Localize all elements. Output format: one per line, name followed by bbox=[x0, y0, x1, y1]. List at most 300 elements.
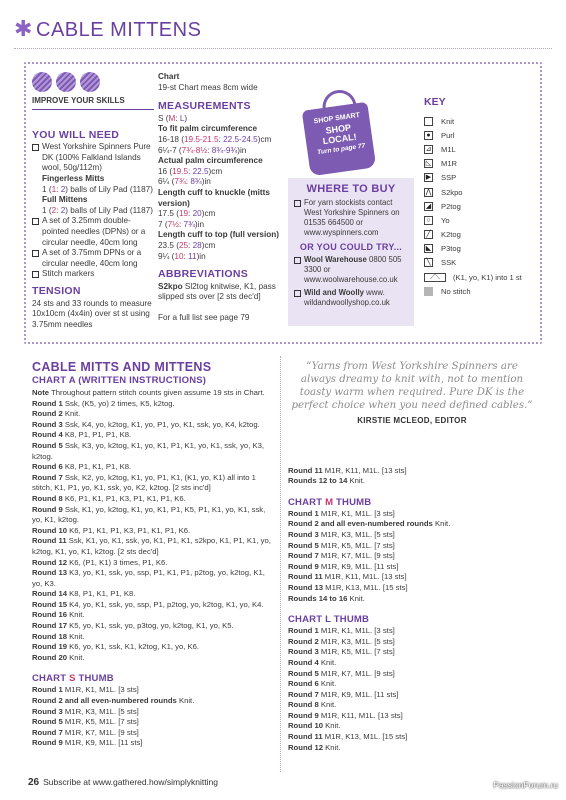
abbreviation-definition: Sl2tog knitwise, K1, pass slipped sts over [2 sts dec'd] bbox=[158, 281, 276, 302]
key-item bbox=[424, 270, 534, 284]
round-instruction bbox=[32, 526, 276, 537]
round-label: Round 2 bbox=[288, 636, 319, 646]
round-label: Round 10 bbox=[288, 721, 324, 731]
round-label: Round 5 bbox=[32, 440, 63, 450]
material-text bbox=[42, 269, 94, 280]
round-label: Round 2 bbox=[32, 409, 63, 419]
yarn-ball-icon bbox=[80, 72, 100, 92]
text-run: : bbox=[207, 145, 212, 155]
text-run: )cm bbox=[257, 134, 272, 144]
or-heading: OR YOU COULD TRY... bbox=[299, 242, 403, 252]
note-label: Note bbox=[32, 388, 50, 397]
round-instruction bbox=[32, 738, 276, 749]
key-label: K2tog bbox=[441, 230, 461, 240]
no-stitch-symbol-icon bbox=[424, 287, 433, 296]
round-text: M1R, K11, M1L. [13 sts] bbox=[318, 710, 403, 720]
yarn-ball-icon bbox=[56, 72, 76, 92]
text-run: 19 bbox=[178, 209, 189, 219]
round-label: Round 17 bbox=[32, 621, 68, 631]
material-item bbox=[32, 216, 154, 248]
text-run: : bbox=[188, 166, 193, 176]
text-run: 6¼-7 ( bbox=[158, 145, 182, 155]
subscribe-text: Subscribe at www.gathered.how/simplyknitting bbox=[43, 777, 218, 787]
knit-symbol-icon bbox=[424, 117, 433, 126]
key-item bbox=[424, 157, 534, 171]
round-label: Round 16 bbox=[32, 610, 68, 620]
round-instruction bbox=[288, 572, 536, 583]
material-item bbox=[32, 269, 154, 280]
shop-item bbox=[294, 255, 408, 285]
page-title: CABLE MITTENS bbox=[36, 19, 202, 41]
shop-list bbox=[294, 255, 408, 308]
chart-label: Chart bbox=[158, 72, 180, 81]
measurement-value bbox=[158, 167, 284, 178]
key-item bbox=[424, 284, 534, 298]
round-instruction bbox=[288, 637, 536, 648]
round-text: K8, P1, K1, P1, K8. bbox=[67, 589, 136, 599]
text-run: 23.5 ( bbox=[158, 240, 179, 250]
round-text: Ssk, (K5, yo) 2 times, K5, k2tog. bbox=[62, 398, 175, 408]
material-item bbox=[32, 185, 154, 196]
m1l-symbol-icon: ⊿ bbox=[425, 145, 432, 153]
round-text: K6, P1, K1, P1, K3, P1, K1, P1, K6. bbox=[62, 493, 186, 503]
round-instruction bbox=[288, 476, 536, 487]
material-item bbox=[32, 142, 154, 174]
text-run: : bbox=[188, 240, 193, 250]
text-run: A set of 3.75mm DPNs or a circular needle, 40cm long bbox=[42, 248, 142, 268]
p3tog-symbol-icon: ◣ bbox=[425, 245, 432, 253]
text-run: M bbox=[168, 113, 176, 123]
text-run: 1 ( bbox=[42, 184, 52, 194]
round-label: Round 1 bbox=[288, 626, 319, 636]
round-label: Round 11 bbox=[288, 572, 323, 582]
round-instruction bbox=[288, 732, 536, 743]
key-item bbox=[424, 171, 534, 185]
abbreviation-entry bbox=[158, 282, 284, 303]
round-instruction bbox=[32, 409, 276, 420]
round-instruction bbox=[288, 711, 536, 722]
text-run: 25 bbox=[178, 240, 189, 250]
text-run: 1 ( bbox=[42, 205, 52, 215]
text-run: 7¾-8½ bbox=[181, 145, 208, 155]
key-heading: KEY bbox=[424, 96, 446, 108]
material-text bbox=[42, 142, 154, 174]
measurements-column bbox=[158, 72, 284, 323]
round-label: Round 2 and all even-numbered rounds bbox=[288, 519, 433, 529]
ssk-symbol-icon: ╲ bbox=[424, 258, 433, 267]
round-instruction bbox=[32, 621, 276, 632]
round-text: M1R, K9, M1L. [11 sts] bbox=[318, 561, 399, 571]
key-list bbox=[424, 114, 534, 298]
round-label: Round 12 bbox=[288, 742, 324, 752]
heading-prefix: CHART bbox=[288, 614, 326, 626]
round-text: M1R, K13, M1L. [15 sts] bbox=[323, 582, 408, 592]
text-run: 2 bbox=[60, 205, 66, 215]
text-run: 2 bbox=[60, 184, 66, 194]
round-instruction bbox=[32, 399, 276, 410]
header-divider bbox=[14, 48, 552, 49]
size-letter: S bbox=[69, 673, 76, 685]
heading-suffix: THUMB bbox=[333, 496, 372, 508]
text-run: 7½ bbox=[167, 219, 179, 229]
material-item bbox=[32, 206, 154, 217]
round-text: M1R, K7, M1L. [9 sts] bbox=[62, 727, 139, 737]
shop-name: Wool Warehouse bbox=[304, 255, 367, 264]
text-run: 16-18 ( bbox=[158, 134, 184, 144]
round-instruction bbox=[288, 594, 536, 605]
round-instruction bbox=[32, 505, 276, 526]
text-run: Fingerless Mitts bbox=[42, 173, 105, 183]
round-label: Round 5 bbox=[288, 540, 319, 550]
stockist-item bbox=[294, 198, 408, 238]
size-letter: L bbox=[325, 614, 331, 626]
column-divider bbox=[280, 356, 281, 772]
round-label: Round 1 bbox=[32, 685, 63, 695]
round-label: Round 8 bbox=[288, 700, 319, 710]
text-run: 2 bbox=[51, 205, 57, 215]
abbreviation-term: S2kpo bbox=[158, 281, 183, 291]
key-item bbox=[424, 142, 534, 156]
round-label: Round 5 bbox=[288, 668, 319, 678]
round-instruction bbox=[288, 700, 536, 711]
text-run: : bbox=[175, 113, 180, 123]
round-label: Round 9 bbox=[288, 561, 319, 571]
promo-line-3: Turn to page 77 bbox=[316, 142, 366, 157]
pattern-title: CABLE MITTS AND MITTENS bbox=[32, 360, 212, 374]
round-text: Knit. bbox=[318, 657, 337, 667]
pattern-column-left bbox=[32, 360, 276, 749]
shop-local-bag-graphic bbox=[296, 86, 382, 172]
material-item bbox=[32, 248, 154, 269]
round-instruction bbox=[32, 536, 276, 557]
page-header bbox=[0, 0, 566, 62]
promo-line-2: SHOP LOCAL! bbox=[322, 122, 358, 147]
abbreviations-footer: For a full list see page 79 bbox=[158, 312, 250, 322]
key-item bbox=[424, 228, 534, 242]
measurement-label: Length cuff to knuckle (mitts version) bbox=[158, 187, 270, 208]
round-instruction bbox=[288, 541, 536, 552]
round-text: M1R, K5, M1L. [7 sts] bbox=[62, 717, 139, 727]
round-label: Rounds 12 to 14 bbox=[288, 476, 348, 486]
purl-symbol-icon: ● bbox=[424, 131, 433, 140]
round-text: M1R, K7, M1L. [9 sts] bbox=[318, 668, 395, 678]
round-instruction bbox=[32, 420, 276, 431]
measurement-label: Actual palm circumference bbox=[158, 156, 263, 166]
text-run: )cm bbox=[201, 209, 216, 219]
round-instruction bbox=[32, 589, 276, 600]
round-label: Round 7 bbox=[32, 727, 63, 737]
round-text: M1R, K9, M1L. [11 sts] bbox=[62, 738, 143, 748]
text-run: 7 ( bbox=[158, 219, 168, 229]
measurement-value bbox=[158, 241, 284, 252]
key-label: M1L bbox=[441, 144, 456, 154]
heading-prefix: CHART bbox=[32, 673, 70, 685]
s2kpo-symbol-icon: ⋀ bbox=[425, 188, 432, 196]
text-run: 8¾ bbox=[190, 177, 202, 187]
round-text: M1R, K13, M1L. [15 sts] bbox=[322, 732, 408, 742]
heading-suffix: THUMB bbox=[75, 673, 114, 685]
key-label: No stitch bbox=[441, 286, 471, 296]
round-instruction bbox=[288, 551, 536, 562]
yo-symbol-icon: ○ bbox=[424, 216, 433, 225]
shop-name: Wild and Woolly bbox=[304, 288, 364, 297]
round-text: M1R, K11, M1L. [13 sts] bbox=[322, 465, 407, 475]
round-label: Round 5 bbox=[32, 717, 63, 727]
round-text: Knit. bbox=[67, 631, 85, 641]
round-text: M1R, K11, M1L. [13 sts] bbox=[322, 572, 407, 582]
round-label: Round 19 bbox=[32, 642, 68, 652]
round-label: Round 11 bbox=[288, 732, 323, 742]
round-text: M1R, K5, M1L. [7 sts] bbox=[318, 540, 395, 550]
round-instruction bbox=[32, 717, 276, 728]
text-run: 28 bbox=[192, 240, 202, 250]
text-run: : bbox=[188, 209, 193, 219]
key-item bbox=[424, 256, 534, 270]
material-text bbox=[42, 174, 104, 185]
text-run: 7¾ bbox=[174, 177, 186, 187]
key-label: M1R bbox=[441, 159, 458, 169]
key-item bbox=[424, 114, 534, 128]
measurements-heading: MEASUREMENTS bbox=[158, 100, 251, 113]
round-instruction bbox=[288, 679, 536, 690]
shop-text bbox=[304, 288, 408, 308]
key-label: Purl bbox=[441, 130, 455, 140]
chart-l-rounds bbox=[288, 626, 536, 753]
round-label: Round 7 bbox=[288, 689, 319, 699]
k2tog-symbol-icon: ╱ bbox=[424, 230, 433, 239]
round-instruction bbox=[288, 669, 536, 680]
text-run: )in bbox=[194, 219, 205, 229]
text-run: West Yorkshire Spinners Pure DK (100% Falkland Islands wool, 50g/112m) bbox=[42, 142, 151, 173]
p2tog-symbol-icon: ◢ bbox=[425, 202, 432, 210]
checkbox-icon bbox=[294, 257, 301, 264]
round-text: Knit. bbox=[176, 696, 195, 706]
round-text: K5, yo, K1, ssk, yo, p3tog, yo, k2tog, K1, yo, K5. bbox=[67, 621, 234, 631]
round-text: Ssk, K1, yo, K1, ssk, yo, K1, P1, K1, s2kpo, K1, P1, K1, yo, k2tog, K1, yo, K1, k2tog. [2 sts dec'd] bbox=[32, 536, 271, 556]
page-number: 26 bbox=[28, 777, 40, 788]
round-label: Round 1 bbox=[32, 398, 63, 408]
round-label: Round 12 bbox=[32, 557, 68, 567]
round-text: Ssk, K3, yo, k2tog, K1, yo, K1, P1, K1, yo, K1, ssk, yo, K3, k2tog. bbox=[32, 440, 265, 461]
round-text: K3, yo, K1, ssk, yo, ssp, P1, K1, P1, p2tog, yo, k2tog, K1, yo, K3. bbox=[32, 568, 265, 588]
page-footer bbox=[28, 777, 218, 788]
round-text: Knit. bbox=[67, 610, 85, 620]
round-text: M1R, K9, M1L. [11 sts] bbox=[318, 689, 399, 699]
shop-text bbox=[304, 255, 408, 285]
round-instruction bbox=[32, 558, 276, 569]
text-run: )in bbox=[201, 177, 211, 187]
round-label: Round 3 bbox=[288, 529, 319, 539]
measurement-value bbox=[158, 135, 284, 146]
tension-text: 24 sts and 33 rounds to measure 10x10cm (4x4in) over st st using 3.75mm needles bbox=[32, 298, 152, 329]
chart-key bbox=[424, 96, 534, 298]
checkbox-icon bbox=[32, 250, 39, 257]
round-instruction bbox=[32, 653, 276, 664]
round-instruction bbox=[288, 530, 536, 541]
text-run: 1 bbox=[51, 184, 57, 194]
key-item bbox=[424, 185, 534, 199]
text-run: ) balls of Lily Pad (1187) bbox=[65, 184, 153, 194]
text-run: 10 bbox=[174, 251, 184, 261]
round-instruction bbox=[32, 568, 276, 589]
text-run: ) balls of Lily Pad (1187) bbox=[65, 205, 153, 215]
tension-heading: TENSION bbox=[32, 284, 81, 297]
material-text bbox=[42, 195, 87, 206]
abbreviations-heading: ABBREVIATIONS bbox=[158, 268, 249, 281]
round-label: Round 1 bbox=[288, 508, 319, 518]
round-text: Knit. bbox=[67, 652, 85, 662]
round-instruction bbox=[32, 430, 276, 441]
text-run: : bbox=[218, 134, 224, 144]
measurement-label: To fit palm circumference bbox=[158, 124, 258, 134]
round-text: K6, yo, K1, ssk, K1, k2tog, K1, yo, K6. bbox=[67, 642, 200, 652]
round-text: Knit. bbox=[318, 700, 337, 710]
asterisk-icon: ✱ bbox=[14, 16, 33, 41]
round-text: K6, (P1, K1) 3 times, P1, K6. bbox=[67, 557, 168, 567]
measurement-value bbox=[158, 252, 284, 263]
text-run: Stitch markers bbox=[42, 269, 95, 279]
shop-detail: 0800 505 3300 or www.woolwarehouse.co.uk bbox=[304, 255, 402, 284]
key-label: (K1, yo, K1) into 1 st bbox=[453, 272, 522, 282]
chart-size-text: 19-st Chart meas 8cm wide bbox=[158, 82, 258, 92]
round-instruction bbox=[288, 626, 536, 637]
round-text: M1R, K1, M1L. [3 sts] bbox=[318, 626, 395, 636]
round-instruction bbox=[32, 441, 276, 462]
where-to-buy-heading: WHERE TO BUY bbox=[306, 183, 396, 195]
material-item bbox=[32, 174, 154, 185]
round-text: K4, yo, K1, ssk, yo, ssp, P1, p2tog, yo, k2tog, K1, yo, K4. bbox=[67, 599, 264, 609]
chart-s-continued bbox=[288, 466, 536, 487]
chart-m-rounds bbox=[288, 509, 536, 604]
where-to-buy-panel bbox=[288, 178, 414, 326]
text-run: Full Mittens bbox=[42, 195, 88, 205]
round-instruction bbox=[288, 647, 536, 658]
measurement-groups bbox=[158, 124, 284, 262]
key-label: Yo bbox=[441, 215, 450, 225]
k1-yo-k1-symbol-icon: ⟋⟍ bbox=[424, 273, 446, 282]
promo-line-1: SHOP SMART bbox=[313, 111, 361, 126]
measurement-value bbox=[158, 146, 284, 157]
round-text: Ssk, K1, yo, k2tog, K1, yo, K1, P1, K5, P1, K1, yo, K1, ssk, yo, K1, k2tog. bbox=[32, 504, 266, 525]
round-instruction bbox=[32, 728, 276, 739]
key-label: SSP bbox=[441, 173, 457, 183]
round-text: K6, P1, K1, P1, K3, P1, K1, P1, K6. bbox=[67, 525, 191, 535]
round-text: M1R, K5, M1L. [7 sts] bbox=[318, 647, 395, 657]
round-text: K8, P1, P1, P1, K8. bbox=[62, 430, 132, 440]
text-run: : bbox=[178, 219, 184, 229]
text-run: 9¼ ( bbox=[158, 251, 175, 261]
checkbox-icon bbox=[294, 200, 301, 207]
text-run: )cm bbox=[201, 240, 216, 250]
measurement-label: Length cuff to top (full version) bbox=[158, 230, 279, 240]
key-item bbox=[424, 213, 534, 227]
text-run: 16 ( bbox=[158, 166, 173, 176]
watermark: PassionForum.ru bbox=[493, 780, 558, 790]
key-label: P3tog bbox=[441, 244, 461, 254]
round-label: Round 14 bbox=[32, 589, 68, 599]
round-label: Rounds 14 to 16 bbox=[288, 593, 348, 603]
round-text: K8, P1, K1, P1, K8. bbox=[62, 462, 132, 472]
heading-suffix: THUMB bbox=[330, 614, 370, 626]
m1r-symbol-icon: ◺ bbox=[425, 160, 432, 168]
text-run: 19.5 bbox=[172, 166, 189, 176]
text-run: 6¼ ( bbox=[158, 177, 175, 187]
round-label: Round 3 bbox=[288, 647, 319, 657]
round-label: Round 7 bbox=[32, 472, 63, 482]
round-instruction bbox=[288, 509, 536, 520]
key-item bbox=[424, 128, 534, 142]
note-text: Throughout pattern stitch counts given assume 19 sts in Chart. bbox=[49, 388, 265, 397]
material-text bbox=[42, 206, 153, 217]
text-run: A set of 3.25mm double-pointed needles (DPNs) or a circular needle, 40cm long bbox=[42, 216, 146, 247]
chart-s-rounds bbox=[32, 685, 276, 749]
shop-detail: www. wildandwoollyshop.co.uk bbox=[304, 288, 390, 307]
key-label: S2kpo bbox=[441, 187, 463, 197]
round-label: Round 13 bbox=[288, 582, 324, 592]
text-run: L bbox=[179, 113, 185, 123]
skill-level-icons bbox=[32, 72, 154, 92]
round-instruction bbox=[288, 583, 536, 594]
round-label: Round 18 bbox=[32, 631, 68, 641]
chart-s-thumb-heading bbox=[32, 672, 276, 685]
text-run: 22.5-24.5 bbox=[223, 134, 258, 144]
round-instruction bbox=[32, 473, 276, 494]
round-label: Round 4 bbox=[288, 657, 319, 667]
round-instruction bbox=[32, 632, 276, 643]
chart-m-thumb-heading bbox=[288, 496, 536, 509]
text-run: 20 bbox=[192, 209, 202, 219]
shop-item bbox=[294, 288, 408, 308]
material-text bbox=[42, 248, 154, 269]
round-label: Round 15 bbox=[32, 599, 68, 609]
round-text: Knit. bbox=[318, 679, 337, 689]
round-instruction bbox=[32, 462, 276, 473]
text-run: : bbox=[56, 205, 61, 215]
round-label: Round 4 bbox=[32, 430, 63, 440]
round-label: Round 7 bbox=[288, 551, 319, 561]
round-label: Round 9 bbox=[32, 504, 63, 514]
checkbox-icon bbox=[32, 144, 39, 151]
quote-author: KIRSTIE MCLEOD, EDITOR bbox=[357, 416, 467, 425]
round-text: M1R, K3, M1L. [5 sts] bbox=[62, 706, 139, 716]
round-instruction bbox=[32, 642, 276, 653]
round-text: Ssk, K4, yo, k2tog, K1, yo, P1, yo, K1, ssk, yo, K4, k2tog. bbox=[62, 419, 260, 429]
key-label: Knit bbox=[441, 116, 455, 126]
round-label: Round 10 bbox=[32, 525, 68, 535]
round-label: Round 3 bbox=[32, 419, 63, 429]
text-run: 19.5-21.5 bbox=[183, 134, 219, 144]
round-text: M1R, K3, M1L. [5 sts] bbox=[318, 529, 395, 539]
round-text: M1R, K1, M1L. [3 sts] bbox=[318, 508, 395, 518]
round-text: Knit. bbox=[347, 476, 365, 486]
text-run: : bbox=[183, 251, 189, 261]
round-label: Round 9 bbox=[32, 738, 63, 748]
heading-prefix: CHART bbox=[288, 496, 326, 508]
text-run: 11 bbox=[188, 251, 197, 261]
key-item bbox=[424, 199, 534, 213]
round-label: Round 3 bbox=[32, 706, 63, 716]
round-instruction bbox=[288, 743, 536, 754]
stockist-text: For yarn stockists contact West Yorkshire Spinners on 01535 664500 or www.wyspinners.com bbox=[304, 198, 400, 237]
round-text: M1R, K7, M1L. [9 sts] bbox=[318, 551, 395, 561]
text-run: )in bbox=[237, 145, 247, 155]
round-label: Round 20 bbox=[32, 652, 68, 662]
material-text bbox=[42, 216, 154, 248]
text-run: 22.5 bbox=[192, 166, 209, 176]
chart-a-rounds bbox=[32, 399, 276, 664]
round-instruction bbox=[288, 519, 536, 530]
pattern-note bbox=[32, 388, 276, 399]
